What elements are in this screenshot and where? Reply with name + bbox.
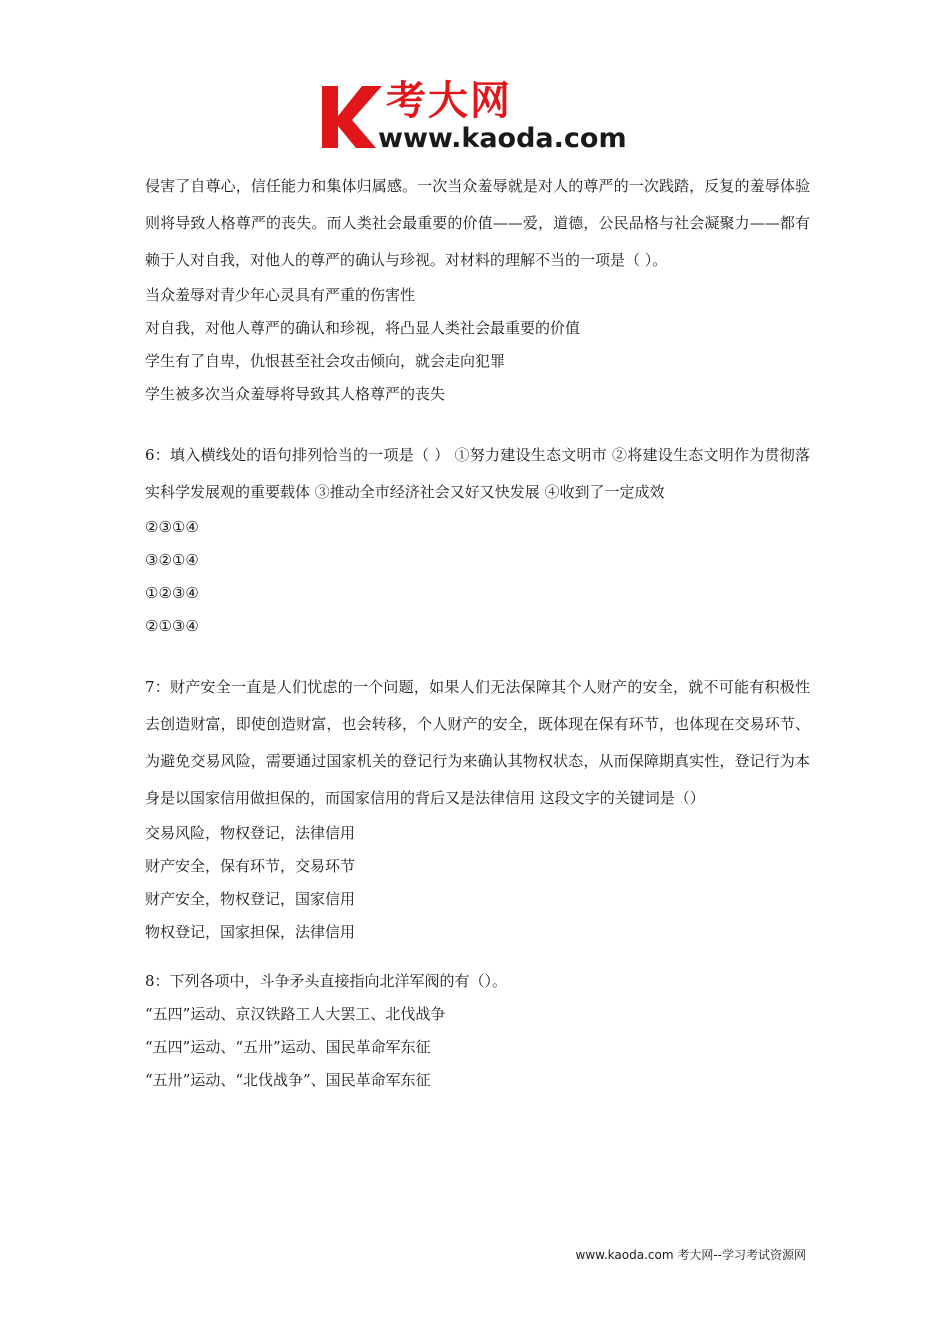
spacer (145, 643, 810, 669)
question-8-option-c: “五卅”运动、“北伐战争”、国民革命军东征 (145, 1071, 431, 1089)
question-5-stem: 侵害了自尊心，信任能力和集体归属感。一次当众羞辱就是对人的尊严的一次践踏，反复的羞辱体验则将导致人格尊严的丧失。而人类社会最重要的价值——爱，道德，公民品格与社会凝聚力——都有赖于人对自我，对他人的尊严的确认与珍视。对材料的理解不当的一项是（ ）。 (145, 177, 810, 269)
question-6-option-a: ②③①④ (145, 518, 199, 536)
question-6-option-d: ②①③④ (145, 617, 199, 635)
question-7-stem: 7：财产安全一直是人们忧虑的一个问题，如果人们无法保障其个人财产的安全，就不可能有积极性去创造财富，即使创造财富，也会转移，个人财产的安全，既体现在保有环节，也体现在交易环节、为避免交易风险，需要通过国家机关的登记行为来确认其物权状态，从而保障期真实性，登记行为本身是以国家信用做担保的，而国家信用的背后又是法律信用 这段文字的关键词是（） (145, 678, 810, 807)
question-6 (145, 437, 810, 643)
logo-k-mark (318, 82, 386, 152)
question-7-option-a: 交易风险，物权登记，法律信用 (145, 824, 356, 842)
question-8-stem: 8：下列各项中，斗争矛头直接指向北洋军阀的有（）。 (145, 972, 508, 990)
question-7-option-d: 物权登记，国家担保，法律信用 (145, 923, 356, 941)
question-8 (145, 965, 810, 1097)
site-logo (318, 78, 638, 158)
question-6-stem: 6：填入横线处的语句排列恰当的一项是（ ） ①努力建设生态文明市 ②将建设生态文明作为贯彻落实科学发展观的重要载体 ③推动全市经济社会又好又快发展 ④收到了一定成效 (145, 446, 810, 501)
page-footer: www.kaoda.com 考大网--学习考试资源网 (575, 1248, 806, 1262)
question-6-option-b: ③②①④ (145, 551, 199, 569)
question-5 (145, 168, 810, 411)
question-8-option-b: “五四”运动、“五卅”运动、国民革命军东征 (145, 1038, 431, 1056)
question-5-option-a: 当众羞辱对青少年心灵具有严重的伤害性 (145, 286, 416, 304)
question-5-option-b: 对自我，对他人尊严的确认和珍视，将凸显人类社会最重要的价值 (145, 319, 581, 337)
question-8-option-a: “五四”运动、京汉铁路工人大罢工、北伐战争 (145, 1005, 446, 1023)
document-body (145, 168, 810, 1097)
spacer (145, 411, 810, 437)
question-6-option-c: ①②③④ (145, 584, 199, 602)
question-5-option-c: 学生有了自卑，仇恨甚至社会攻击倾向，就会走向犯罪 (145, 352, 506, 370)
question-7-option-c: 财产安全，物权登记，国家信用 (145, 890, 356, 908)
logo-url: www.kaoda.com (378, 123, 627, 154)
question-7 (145, 669, 810, 949)
question-7-option-b: 财产安全，保有环节，交易环节 (145, 857, 356, 875)
spacer (145, 949, 810, 965)
logo-chinese-name: 考大网 (386, 78, 512, 124)
question-5-option-d: 学生被多次当众羞辱将导致其人格尊严的丧失 (145, 385, 446, 403)
